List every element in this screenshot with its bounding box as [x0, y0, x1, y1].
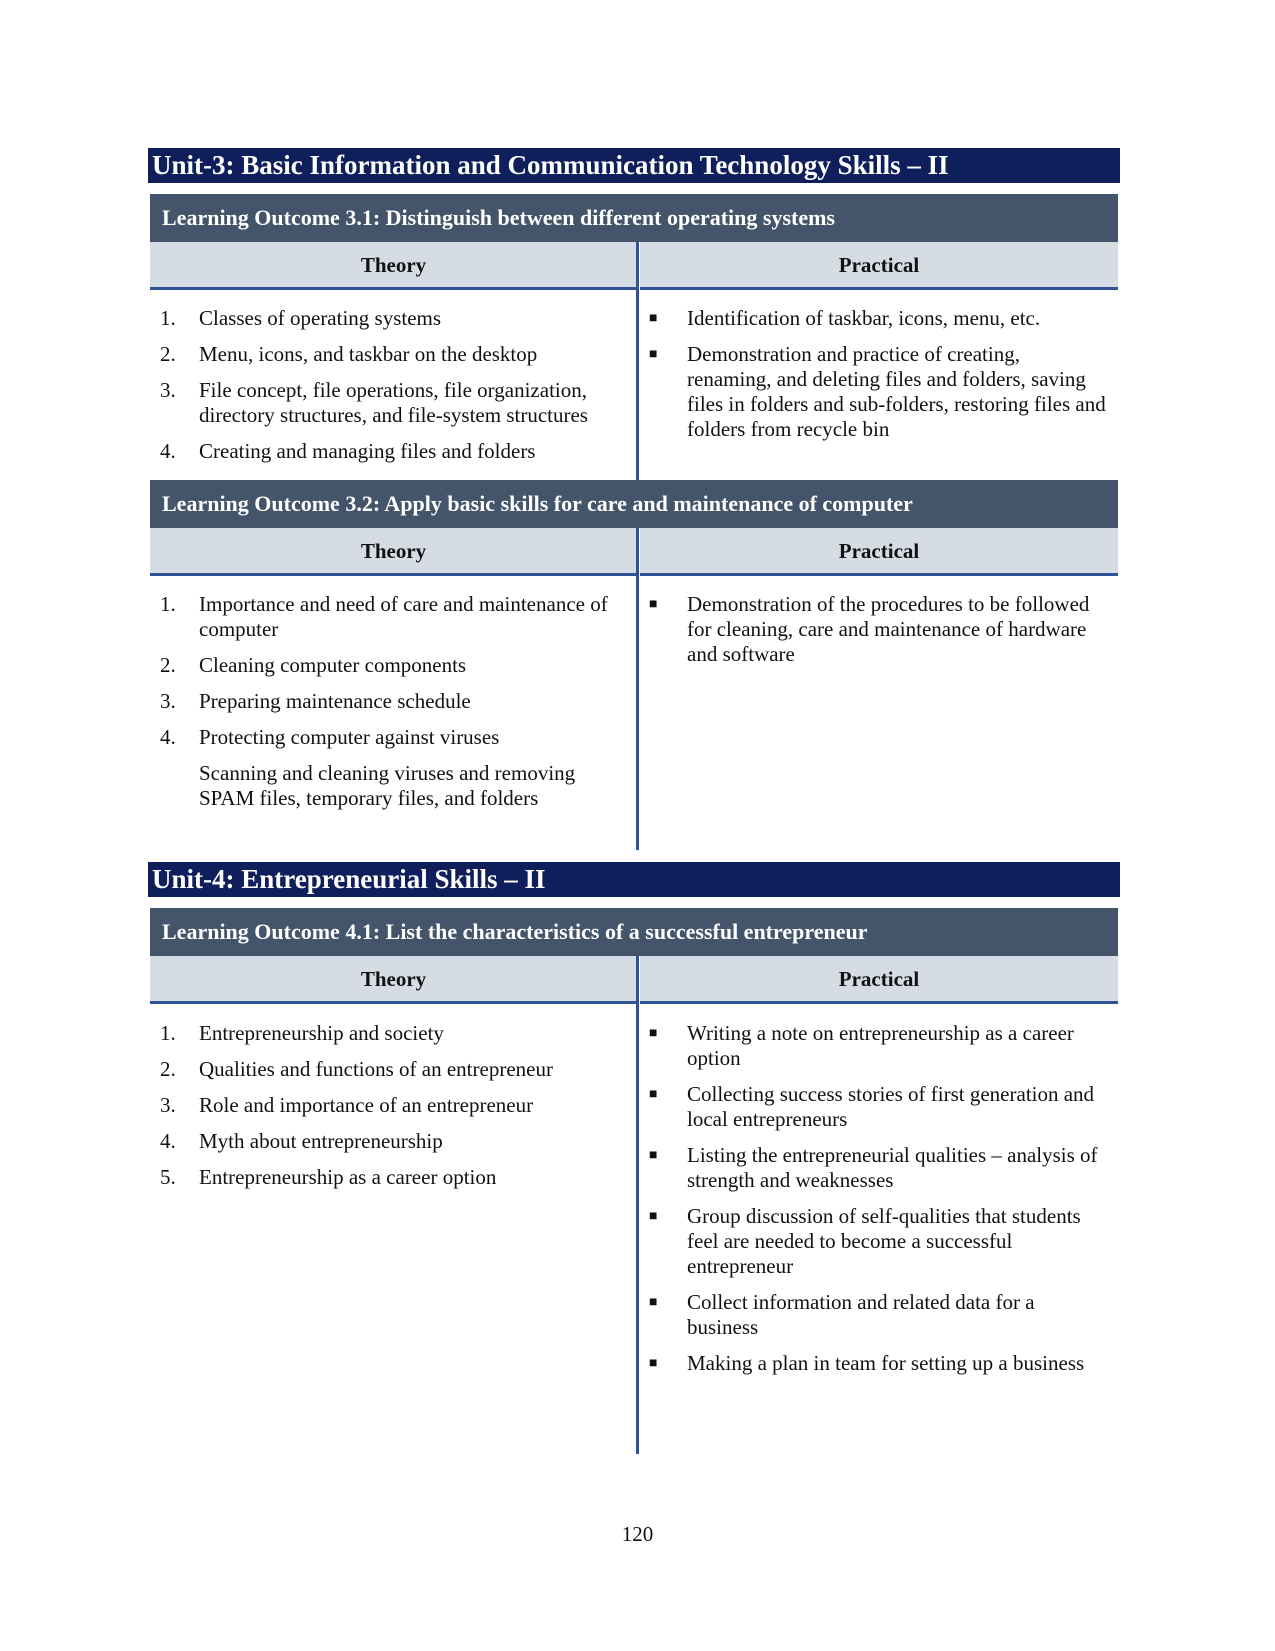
list-item: 1. Importance and need of care and maintenance of computer — [160, 592, 608, 641]
square-bullet-icon: ■ — [649, 597, 658, 612]
square-bullet-icon: ■ — [649, 311, 658, 326]
list-item: 3. Preparing maintenance schedule — [160, 689, 471, 713]
list-item: 1. Classes of operating systems — [160, 306, 442, 330]
list-item: 3. File concept, file operations, file organization, directory structures, and file-system structures — [160, 378, 588, 427]
list-item: 2. Menu, icons, and taskbar on the desktop — [160, 342, 538, 366]
list-item: Scanning and cleaning viruses and removing SPAM files, temporary files, and folders — [199, 761, 576, 810]
theory-column-header: Theory — [150, 956, 637, 1004]
theory-list — [160, 1021, 635, 1201]
column-divider — [636, 242, 639, 480]
list-item: ■ Demonstration of the procedures to be followed for cleaning, care and maintenance of hardware and software — [649, 592, 1090, 666]
list-item: ■ Collect information and related data for a business — [649, 1290, 1035, 1339]
list-item: 4. Creating and managing files and folders — [160, 439, 536, 463]
square-bullet-icon: ■ — [649, 1209, 658, 1224]
list-item: 2. Cleaning computer components — [160, 653, 467, 677]
practical-column-header: Practical — [640, 956, 1118, 1004]
list-item: 1. Entrepreneurship and society — [160, 1021, 444, 1045]
square-bullet-icon: ■ — [649, 1026, 658, 1041]
list-item: 5. Entrepreneurship as a career option — [160, 1165, 497, 1189]
unit-4-title: Unit-4: Entrepreneurial Skills – II — [148, 862, 1120, 897]
list-item: ■ Group discussion of self-qualities that students feel are needed to become a successful entrepreneur — [649, 1204, 1081, 1278]
list-item: 2. Qualities and functions of an entrepreneur — [160, 1057, 553, 1081]
list-item: ■ Making a plan in team for setting up a business — [649, 1351, 1085, 1375]
list-item: ■ Listing the entrepreneurial qualities – analysis of strength and weaknesses — [649, 1143, 1098, 1192]
practical-list — [648, 592, 1108, 678]
practical-column-header: Practical — [640, 242, 1118, 290]
list-item: ■ Identification of taskbar, icons, menu, etc. — [649, 306, 1041, 330]
practical-list — [648, 306, 1108, 453]
learning-outcome-4-1-title: Learning Outcome 4.1: List the characteristics of a successful entrepreneur — [150, 908, 1118, 956]
list-item: 4. Myth about entrepreneurship — [160, 1129, 443, 1153]
list-item: ■ Writing a note on entrepreneurship as a career option — [649, 1021, 1074, 1070]
square-bullet-icon: ■ — [649, 1148, 658, 1163]
theory-list — [160, 592, 635, 822]
list-item: ■ Demonstration and practice of creating, renaming, and deleting files and folders, saving files in folders and sub-folders, restoring files and folders from recycle bin — [649, 342, 1106, 441]
theory-column-header: Theory — [150, 242, 637, 290]
list-item: ■ Collecting success stories of first generation and local entrepreneurs — [649, 1082, 1095, 1131]
column-divider — [636, 956, 639, 1454]
square-bullet-icon: ■ — [649, 1295, 658, 1310]
list-item: 3. Role and importance of an entrepreneur — [160, 1093, 534, 1117]
list-item: 4. Protecting computer against viruses — [160, 725, 500, 749]
learning-outcome-3-2-title: Learning Outcome 3.2: Apply basic skills for care and maintenance of computer — [150, 480, 1118, 528]
square-bullet-icon: ■ — [649, 347, 658, 362]
square-bullet-icon: ■ — [649, 1356, 658, 1371]
unit-3-title: Unit-3: Basic Information and Communication Technology Skills – II — [148, 148, 1120, 183]
square-bullet-icon: ■ — [649, 1087, 658, 1102]
theory-column-header: Theory — [150, 528, 637, 576]
column-divider — [636, 528, 639, 850]
practical-column-header: Practical — [640, 528, 1118, 576]
practical-list — [648, 1021, 1108, 1387]
page-number: 120 — [621, 1522, 654, 1546]
theory-list — [160, 306, 635, 475]
learning-outcome-3-1-title: Learning Outcome 3.1: Distinguish between different operating systems — [150, 194, 1118, 242]
